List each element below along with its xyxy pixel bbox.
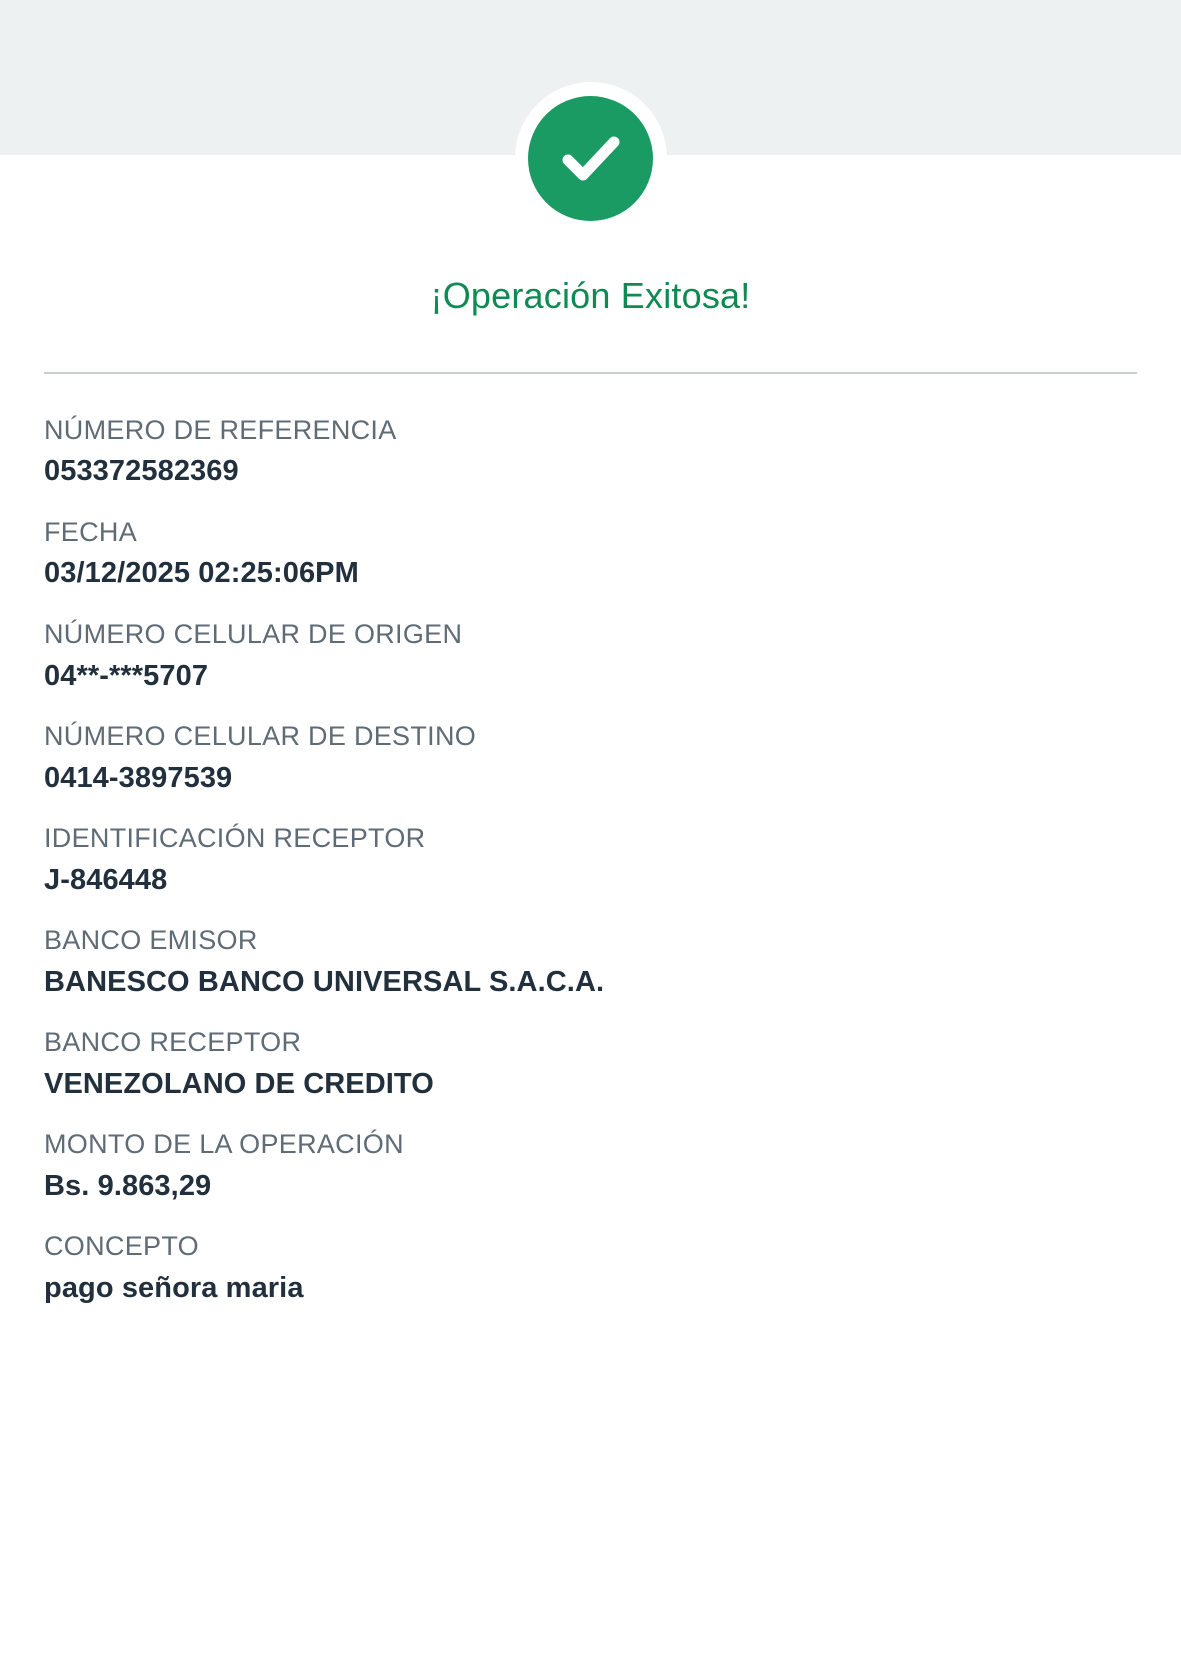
receipt-field bbox=[44, 820, 1137, 900]
field-value: 053372582369 bbox=[44, 455, 239, 488]
receipt-field bbox=[44, 1126, 1137, 1206]
field-label: NÚMERO CELULAR DE ORIGEN bbox=[44, 619, 463, 650]
receipt-field bbox=[44, 1024, 1137, 1104]
field-value: BANESCO BANCO UNIVERSAL S.A.C.A. bbox=[44, 965, 605, 998]
check-mark-icon bbox=[528, 96, 653, 221]
field-label: FECHA bbox=[44, 517, 138, 548]
field-value: 04**-***5707 bbox=[44, 659, 209, 692]
receipt-field bbox=[44, 514, 1137, 594]
field-label: CONCEPTO bbox=[44, 1231, 199, 1262]
field-label: BANCO EMISOR bbox=[44, 925, 258, 956]
receipt-field bbox=[44, 718, 1137, 798]
receipt-field bbox=[44, 1228, 1137, 1308]
field-value: 0414-3897539 bbox=[44, 761, 233, 794]
field-value: VENEZOLANO DE CREDITO bbox=[44, 1067, 434, 1100]
success-badge bbox=[515, 82, 667, 234]
receipt-field bbox=[44, 412, 1137, 492]
field-value: J-846448 bbox=[44, 863, 168, 896]
field-label: NÚMERO DE REFERENCIA bbox=[44, 415, 397, 445]
field-value: pago señora maria bbox=[44, 1271, 304, 1304]
page-title: ¡Operación Exitosa! bbox=[430, 275, 751, 316]
field-label: MONTO DE LA OPERACIÓN bbox=[44, 1129, 404, 1160]
field-label: BANCO RECEPTOR bbox=[44, 1027, 302, 1058]
field-label: NÚMERO CELULAR DE DESTINO bbox=[44, 721, 477, 752]
receipt-details bbox=[44, 412, 1137, 1330]
field-value: Bs. 9.863,29 bbox=[44, 1169, 212, 1202]
receipt-field bbox=[44, 922, 1137, 1002]
field-label: IDENTIFICACIÓN RECEPTOR bbox=[44, 823, 426, 854]
field-value: 03/12/2025 02:25:06PM bbox=[44, 557, 359, 590]
receipt-field bbox=[44, 616, 1137, 696]
divider bbox=[44, 372, 1137, 374]
